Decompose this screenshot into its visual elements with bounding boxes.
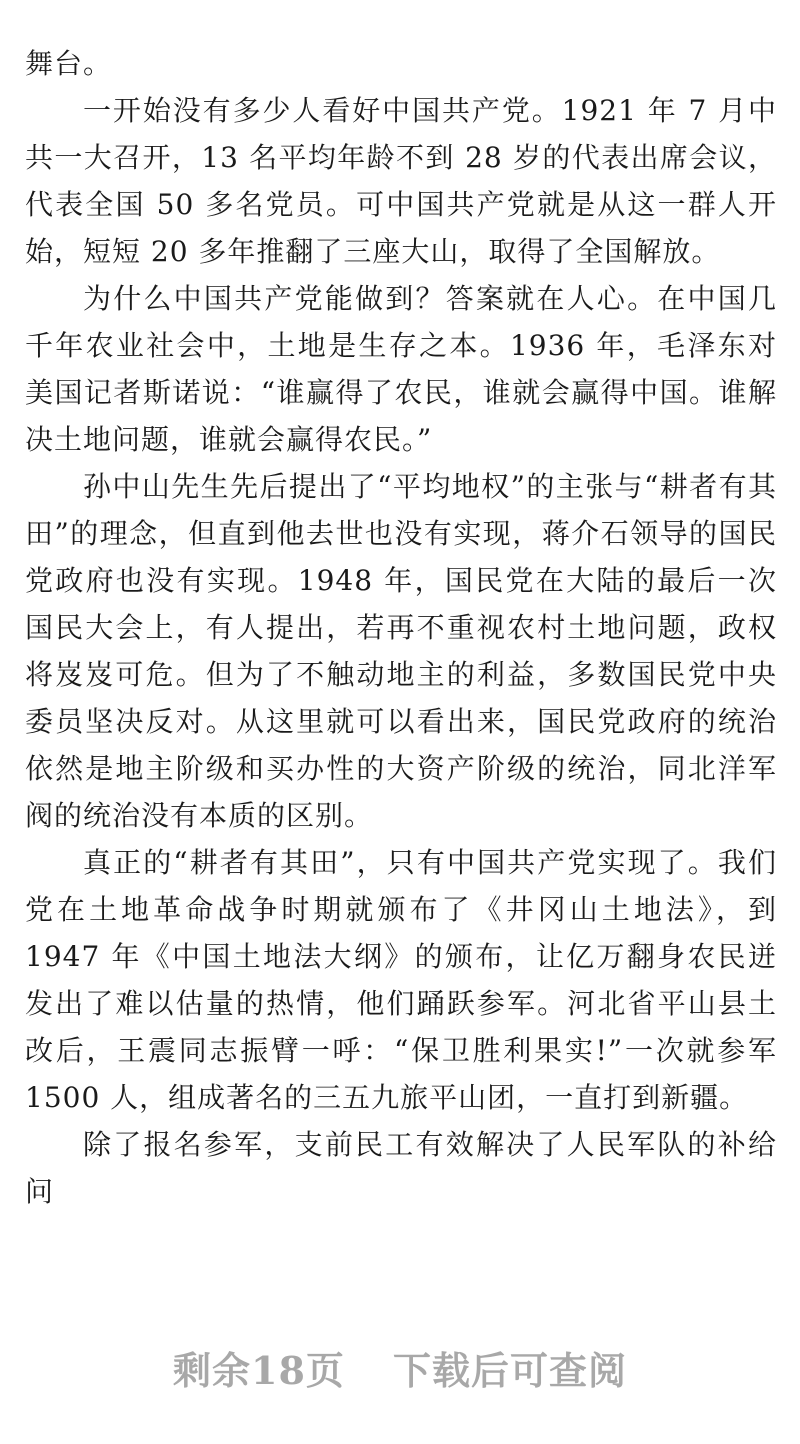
document-body [25,40,777,1215]
paragraph-6: 除了报名参军，支前民工有效解决了人民军队的补给问 [25,1128,777,1208]
paragraph-3: 为什么中国共产党能做到？答案就在人心。在中国几千年农业社会中，土地是生存之本。1936 年，毛泽东对美国记者斯诺说：“谁赢得了农民，谁就会赢得中国。谁解决土地问题，谁就会赢得农民。” [25,282,777,456]
remaining-pages-text: 剩余18页 [173,1348,345,1393]
download-to-view-text: 下载后可查阅 [392,1348,627,1393]
paragraph-5: 真正的“耕者有其田”，只有中国共产党实现了。我们党在土地革命战争时期就颁布了《井冈山土地法》，到 1947 年《中国土地法大纲》的颁布，让亿万翻身农民迸发出了难以估量的热情，他们踊跃参军。河北省平山县土改后，王震同志振臂一呼：“保卫胜利果实!”一次就参军 1500 人，组成著名的三五九旅平山团，一直打到新疆。 [25,846,777,1114]
download-prompt[interactable] [0,1340,800,1395]
paragraph-4: 孙中山先生先后提出了“平均地权”的主张与“耕者有其田”的理念，但直到他去世也没有实现，蒋介石领导的国民党政府也没有实现。1948 年，国民党在大陆的最后一次国民大会上，有人提出，若再不重视农村土地问题，政权将岌岌可危。但为了不触动地主的利益，多数国民党中央委员坚决反对。从这里就可以看出来，国民党政府的统治依然是地主阶级和买办性的大资产阶级的统治，同北洋军阀的统治没有本质的区别。 [25,470,777,832]
paragraph-1: 舞台。 [25,47,113,80]
paragraph-2: 一开始没有多少人看好中国共产党。1921 年 7 月中共一大召开，13 名平均年龄不到 28 岁的代表出席会议，代表全国 50 多名党员。可中国共产党就是从这一群人开始，短短 20 多年推翻了三座大山，取得了全国解放。 [25,94,777,268]
